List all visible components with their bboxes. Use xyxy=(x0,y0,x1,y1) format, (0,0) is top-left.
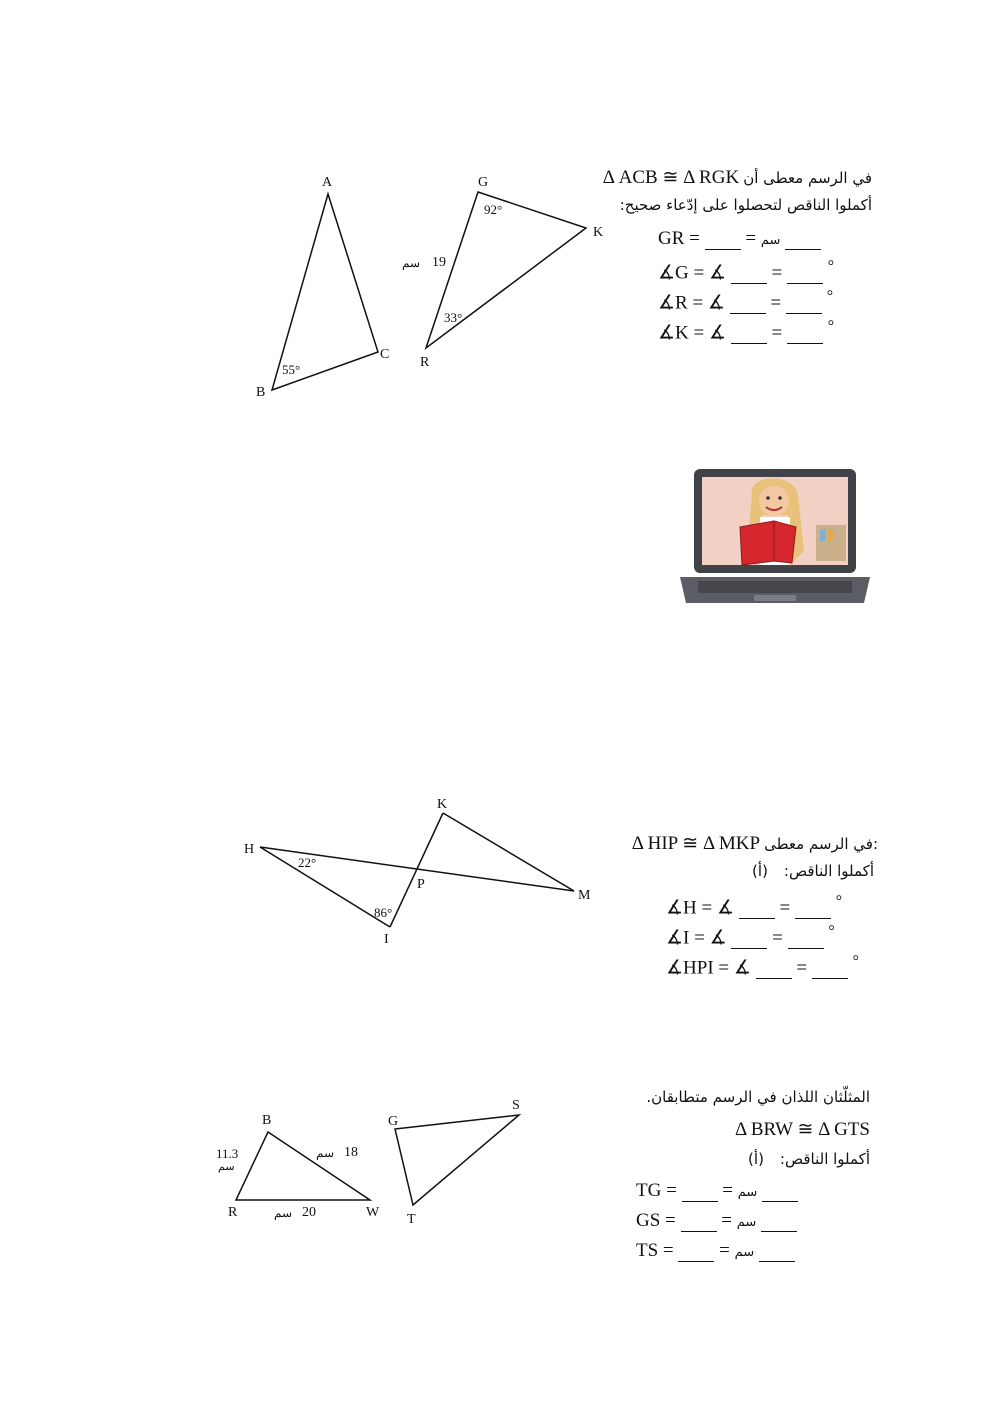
triangle-rgk-figure xyxy=(398,170,613,375)
angle-i-answer-2[interactable] xyxy=(788,930,824,949)
laptop-touchpad xyxy=(754,595,796,601)
section3-part-label: (أ) xyxy=(748,1150,764,1168)
vertex-label-t: T xyxy=(407,1212,416,1227)
degree-sign: ° xyxy=(827,318,835,335)
angle-r-answer-2[interactable] xyxy=(786,295,822,314)
section1-row-1 xyxy=(658,228,821,250)
unit-label: سم xyxy=(737,1185,758,1200)
section2-row-2 xyxy=(666,923,835,949)
angle-i-answer-1[interactable] xyxy=(731,930,767,949)
section3-intro: المثلّثان اللذان في الرسم متطابقان. xyxy=(646,1088,870,1106)
angle-r-value: 33° xyxy=(444,310,463,325)
section2-part-label: (أ) xyxy=(752,862,768,880)
section1-row-2 xyxy=(658,258,834,284)
side-bw-value: 18 xyxy=(344,1145,358,1160)
vertex-label-w: W xyxy=(366,1205,380,1220)
gr-answer-2[interactable] xyxy=(785,231,821,250)
tg-answer-1[interactable] xyxy=(682,1183,718,1202)
vertex-label-m: M xyxy=(578,888,591,903)
section1-instruction: أكملوا الناقص لتحصلوا على إدّعاء صحيح: xyxy=(619,196,872,214)
avatar-face xyxy=(759,486,789,516)
section1-statement-line xyxy=(603,166,872,189)
section3-instruction: أكملوا الناقص: xyxy=(779,1150,870,1168)
section2-instruction: أكملوا الناقص: xyxy=(783,862,874,880)
angle-h-value: 22° xyxy=(298,855,317,870)
equals-sign: = xyxy=(721,1210,732,1231)
equals-sign: = xyxy=(722,1180,734,1201)
side-bw-unit: سم xyxy=(316,1146,335,1160)
equals-sign: = xyxy=(745,228,757,249)
row-left-text: ∡K = ∡ xyxy=(658,322,727,344)
section1-intro: في الرسم معطى أن xyxy=(743,169,872,187)
row-left-text: TG = xyxy=(636,1180,677,1201)
angle-r-answer-1[interactable] xyxy=(730,295,766,314)
vertex-label-p: P xyxy=(417,877,425,892)
equals-sign: = xyxy=(771,262,783,284)
vertex-label-r2: R xyxy=(228,1205,238,1220)
vertex-label-s: S xyxy=(512,1098,520,1113)
vertex-label-k: K xyxy=(593,225,604,240)
bowtie-hip-mkp-figure xyxy=(240,795,600,950)
section2-intro: في الرسم معطى: xyxy=(764,835,878,853)
equals-sign: = xyxy=(771,322,783,344)
vertex-label-c: C xyxy=(380,347,390,362)
angle-hpi-answer-1[interactable] xyxy=(756,960,792,979)
row-left-text: GS = xyxy=(636,1210,676,1231)
angle-h-answer-1[interactable] xyxy=(739,900,775,919)
red-book-icon xyxy=(740,521,796,565)
section1-statement: Δ ACB ≅ Δ RGK xyxy=(602,167,740,188)
side-gr-unit: سم xyxy=(402,256,421,270)
vertex-label-i: I xyxy=(384,932,389,947)
ts-answer-2[interactable] xyxy=(759,1243,795,1262)
equals-sign: = xyxy=(719,1240,730,1261)
angle-h-answer-2[interactable] xyxy=(795,900,831,919)
degree-sign: ° xyxy=(827,258,835,275)
vertex-label-b: B xyxy=(256,385,266,400)
avatar-eye xyxy=(766,496,770,500)
section3-row-2 xyxy=(636,1210,797,1232)
segment-i-k xyxy=(390,813,443,927)
equals-sign: = xyxy=(772,927,783,949)
side-br-value: 11.3 xyxy=(216,1146,239,1161)
vertex-label-g: G xyxy=(478,175,489,190)
row-left-text: TS = xyxy=(636,1240,674,1261)
gr-answer-1[interactable] xyxy=(705,231,741,250)
section1-row-4 xyxy=(658,318,834,344)
laptop-keyboard xyxy=(698,581,852,593)
row-left-text: ∡HPI = ∡ xyxy=(666,957,751,979)
section2-instruction-line xyxy=(752,862,874,881)
vertex-label-h: H xyxy=(244,842,255,857)
triangle-acb-figure xyxy=(240,170,420,405)
gs-answer-2[interactable] xyxy=(761,1213,797,1232)
vertex-label-r: R xyxy=(420,355,430,370)
section2-statement: Δ HIP ≅ Δ MKP xyxy=(631,833,761,854)
section3-row-1 xyxy=(636,1180,798,1202)
row-left-text: ∡H = ∡ xyxy=(666,897,735,919)
row-left-text: ∡R = ∡ xyxy=(658,292,725,314)
equals-sign: = xyxy=(770,292,782,314)
section3-instruction-line xyxy=(748,1150,870,1169)
vertex-label-k2: K xyxy=(437,797,448,812)
unit-label: سم xyxy=(736,1215,757,1230)
side-gr-value: 19 xyxy=(432,255,446,270)
degree-sign: ° xyxy=(826,288,834,305)
degree-sign: ° xyxy=(835,893,843,910)
angle-i-value: 86° xyxy=(374,905,393,920)
degree-sign: ° xyxy=(828,923,835,940)
avatar-eye xyxy=(778,496,782,500)
angle-k-answer-2[interactable] xyxy=(787,325,823,344)
section2-row-1 xyxy=(666,893,842,919)
section1-row-3 xyxy=(658,288,833,314)
tg-answer-2[interactable] xyxy=(762,1183,798,1202)
side-rw-unit: سم xyxy=(274,1206,293,1220)
section3-row-3 xyxy=(636,1240,795,1262)
unit-label: سم xyxy=(760,233,781,248)
row-left-text: ∡I = ∡ xyxy=(666,927,727,949)
triangle-brw xyxy=(236,1132,370,1200)
shelf-book xyxy=(820,529,826,541)
equals-sign: = xyxy=(796,957,808,979)
equals-sign: = xyxy=(779,897,791,919)
unit-label: سم xyxy=(734,1245,755,1260)
triangle-gts xyxy=(395,1115,519,1205)
angle-b-value: 55° xyxy=(282,362,301,377)
section2-row-3 xyxy=(666,953,859,979)
angle-g-answer-1[interactable] xyxy=(731,265,767,284)
side-rw-value: 20 xyxy=(302,1205,316,1220)
row-left-text: ∡G = ∡ xyxy=(658,262,727,284)
section3-statement: Δ BRW ≅ Δ GTS xyxy=(734,1119,870,1140)
angle-g-answer-2[interactable] xyxy=(787,265,823,284)
triangle-gts-figure xyxy=(385,1095,530,1227)
angle-k-answer-1[interactable] xyxy=(731,325,767,344)
vertex-label-a: A xyxy=(322,175,333,190)
side-br-unit: سم xyxy=(218,1161,235,1173)
teacher-laptop-illustration xyxy=(676,465,874,615)
triangle-brw-figure xyxy=(212,1108,387,1223)
degree-sign: ° xyxy=(852,953,859,970)
ts-answer-1[interactable] xyxy=(678,1243,714,1262)
segment-k-m xyxy=(443,813,574,891)
segment-h-i xyxy=(260,847,393,927)
section2-statement-line xyxy=(632,832,878,855)
vertex-label-g2: G xyxy=(388,1114,399,1129)
angle-g-value: 92° xyxy=(484,202,503,217)
gs-answer-1[interactable] xyxy=(681,1213,717,1232)
vertex-label-b2: B xyxy=(262,1113,272,1128)
angle-hpi-answer-2[interactable] xyxy=(812,960,848,979)
row-left-text: GR = xyxy=(658,228,700,249)
shelf-book xyxy=(828,529,834,541)
triangle-acb xyxy=(272,194,378,390)
